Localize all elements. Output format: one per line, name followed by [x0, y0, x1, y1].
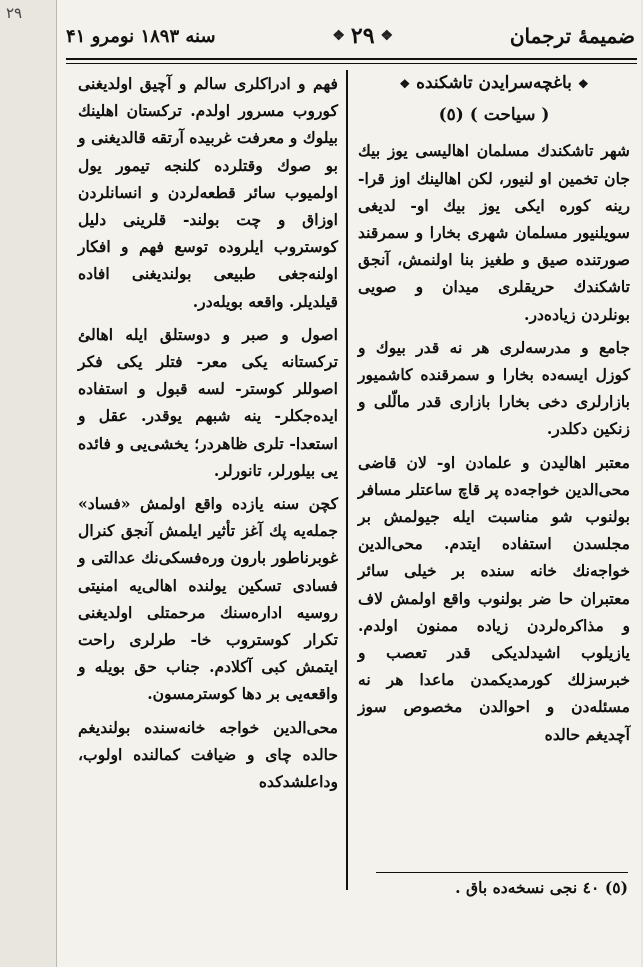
footnote: (٥) ٤٠ نجی نسخه‌ده باق .	[455, 878, 628, 897]
article-title-line	[358, 70, 630, 98]
margin-page-mark: ۲۹	[6, 4, 23, 22]
footnote-rule	[376, 872, 628, 873]
right-column	[358, 70, 630, 754]
article-title: باغچه‌سرایدن تاشکنده	[416, 73, 572, 93]
publication-title: ضمیمۀ ترجمان	[509, 24, 635, 48]
issue-info: سنه ۱۸۹۳ نومرو ۴۱	[66, 25, 216, 47]
paragraph: اصول و صبر و دوستلق ایله اهالئ ترکستانه یکی معر- فتلر یکی فکر اصوللر کوستر- لسه قبول و استفاده ایده‌جکلر- ینه شبهم یوقدر. عقل و استعدا- تلری ظاهردر؛ یخشی‌یی و فائده یی بیلورلر، تانورلر.	[78, 324, 338, 480]
paragraph: فهم و ادراکلری سالم و آچیق اولدیغنی کوروب مسرور اولدم. ترکستان اهلینك بیلوك و معرفت غربیده آرتقه قالدیغنی و بو صوك وقتلرده کلنجه تیمور یول اولمیوب سائر قطعه‌لردن و انسانلردن اوزاق و چت بولند- قلرینی دلیل کوستروب ایلروده توسع فهم و افکار اولنه‌جغی طبیعی بولندیغنی افاده قیلدیلر. واقعه بویله‌در.	[78, 74, 338, 311]
ornament-icon: ❖	[577, 77, 589, 91]
paragraph: جامع و مدرسه‌لری هر نه قدر بیوك و کوزل ایسه‌ده بخارا و سمرقنده کاشمیور بازارلری دخی بخارا بازاری قدر مالّلی و زنکین دکلدر.	[358, 337, 630, 439]
article-subtitle: ( سیاحت ) (٥)	[438, 105, 550, 126]
paragraph: کچن سنه یازده واقع اولمش «فساد» جمله‌یه پك آغز تأثیر ایلمش آنجق کنرال غوبرناطور بارون وره‌فسکی‌نك عدالتی و فسادی تسکین یولنده اهالی‌یه امنیتی روسیه اداره‌سنك مرحمتلی اولدیغنی تکرار کوستروب خا- طرلری راحت ایتمش کبی آکلادم. جناب حق بویله و واقعه‌یی بر دها کوسترمسون.	[78, 494, 338, 704]
page-number: ۲۹	[350, 23, 375, 49]
ornament-icon: ❖	[380, 28, 394, 44]
paragraph: معتبر اهالیدن و علمادن او- لان قاضی محی‌الدین خواجه‌ده پر قاچ ساعتلر مسافر بولنوب شو مناسبت ایله جیولمش بر مجلسدن استفاده ایتدم. محی‌الدین خواجه‌نك خانه سنده بر خیلی سائر معتبران حا ضر بولنوب واقع اولمش لاف و مذاکره‌لردن زیاده ممنون اولدم. یازیلوب اشیدلدیکی قدر تعصب و خبرسزلك کورمدیکمدن ماعدا هر نه مسئله‌دن و احوالدن مخصوص سوز آچدیغم حالده	[358, 452, 630, 744]
paragraph: محی‌الدین خواجه خانه‌سنده بولندیغم حالده چای و ضیافت کمالنده اولوب، وداعلشدکده	[78, 717, 338, 792]
ornament-icon: ❖	[332, 28, 345, 44]
left-column	[78, 70, 338, 801]
paragraph: شهر تاشکندك مسلمان اهالیسی یوز بیك جان تخمین او لنیور، لكن اهالینك اوز قرا- رینه کوره ایکی یوز بیك او- لدیغی سویلنیور مسلمان شهری بخارا و سمرقند صورتنده صیق و طغیز بنا اولنمش، آنجق تاشکندك حریقلری میدان و صویی بونلردن زیاده‌در.	[358, 141, 630, 324]
header-rule	[66, 58, 637, 60]
page-header	[66, 16, 635, 56]
ornament-icon: ❖	[399, 77, 411, 91]
page-number-block	[332, 23, 393, 49]
header-rule-thin	[66, 63, 637, 64]
column-divider	[346, 70, 348, 890]
